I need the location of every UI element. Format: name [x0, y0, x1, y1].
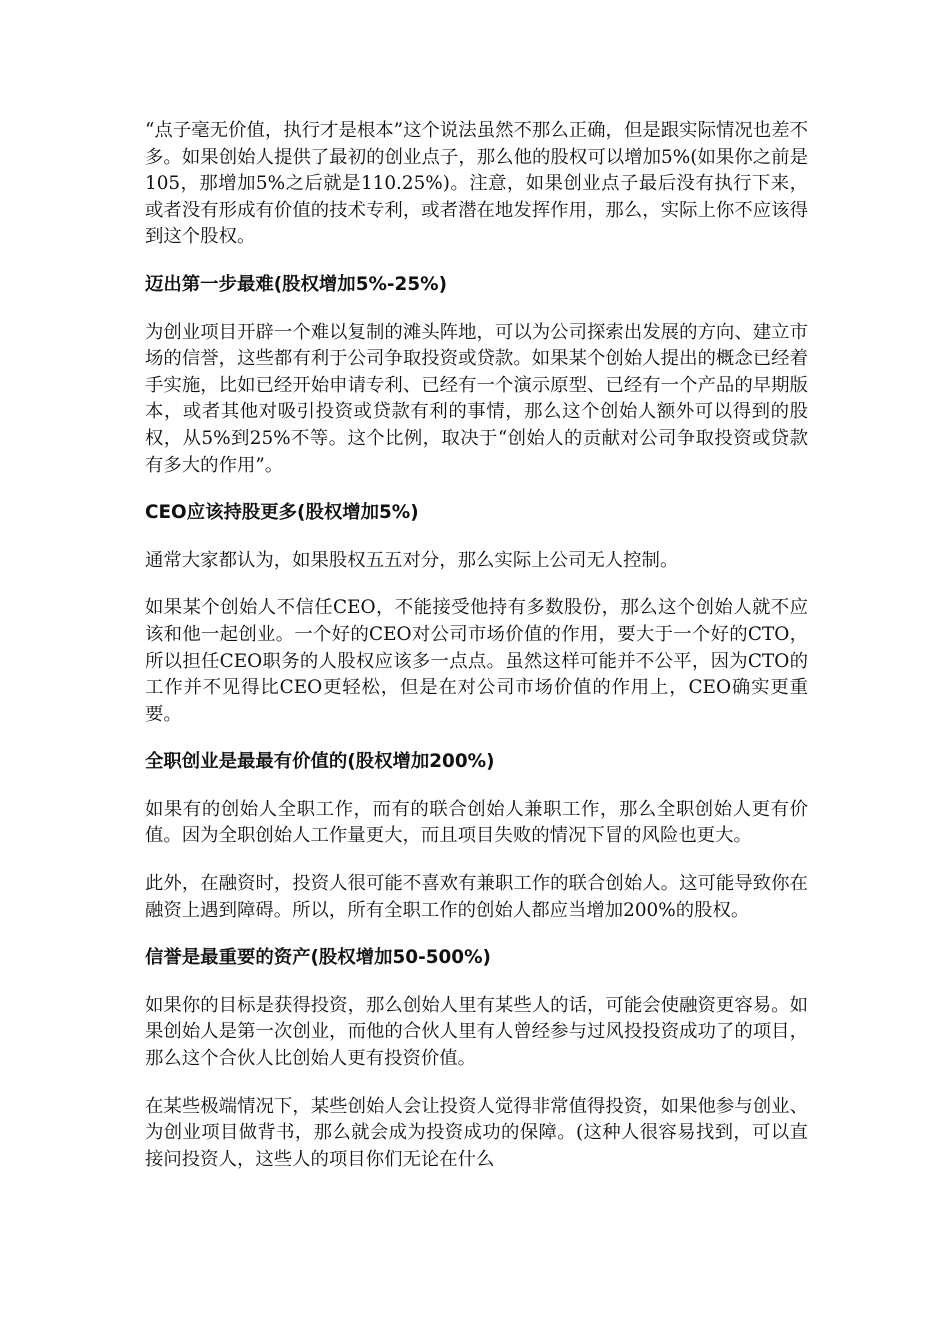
paragraph-idea-value: “点子毫无价值，执行才是根本”这个说法虽然不那么正确，但是跟实际情况也差不多。如果创始人提供了最初的创业点子，那么他的股权可以增加5%(如果你之前是 105，那增加5%之后就是110.25%)。注意，如果创业点子最后没有执行下来，或者没有形成有价值的技术专利，或者潜在地发挥作用，那么，实际上你不应该得到这个股权。	[145, 120, 808, 248]
paragraph-ceo-trust: 如果某个创始人不信任CEO，不能接受他持有多数股份，那么这个创始人就不应该和他一起创业。一个好的CEO对公司市场价值的作用，要大于一个好的CTO，所以担任CEO职务的人股权应该多一点点。虽然这样可能并不公平，因为CTO的工作并不见得比CEO更轻松，但是在对公司市场价值的作用上，CEO确实更重要。	[145, 597, 808, 725]
paragraph-financing: 此外，在融资时，投资人很可能不喜欢有兼职工作的联合创始人。这可能导致你在融资上遇到障碍。所以，所有全职工作的创始人都应当增加200%的股权。	[145, 873, 808, 921]
paragraph-full-time: 如果有的创始人全职工作，而有的联合创始人兼职工作，那么全职创始人更有价值。因为全职创始人工作量更大，而且项目失败的情况下冒的风险也更大。	[145, 798, 808, 847]
heading-first-step: 迈出第一步最难(股权增加5%-25%)	[145, 273, 447, 295]
heading-ceo-share: CEO应该持股更多(股权增加5%)	[145, 502, 419, 524]
paragraph-reputation: 如果你的目标是获得投资，那么创始人里有某些人的话，可能会使融资更容易。如果创始人是第一次创业，而他的合伙人里有人曾经参与过风投投资成功了的项目，那么这个合伙人比创始人更有投资价值。	[145, 994, 808, 1070]
heading-full-time: 全职创业是最最有价值的(股权增加200%)	[145, 751, 495, 773]
paragraph-first-step: 为创业项目开辟一个难以复制的滩头阵地，可以为公司探索出发展的方向、建立市场的信誉，这些都有利于公司争取投资或贷款。如果某个创始人提出的概念已经着手实施，比如已经开始申请专利、已经有一个演示原型、已经有一个产品的早期版本，或者其他对吸引投资或贷款有利的事情，那么这个创始人额外可以得到的股权，从5%到25%不等。这个比例，取决于“创始人的贡献对公司争取投资或贷款有多大的作用”。	[145, 321, 808, 476]
paragraph-equal-split: 通常大家都认为，如果股权五五对分，那么实际上公司无人控制。	[145, 549, 679, 571]
paragraph-extreme-cases: 在某些极端情况下，某些创始人会让投资人觉得非常值得投资，如果他参与创业、为创业项目做背书，那么就会成为投资成功的保障。(这种人很容易找到，可以直接问投资人，这些人的项目你们无论在什么	[145, 1095, 808, 1170]
document-body	[145, 118, 808, 1194]
heading-reputation: 信誉是最重要的资产(股权增加50-500%)	[145, 947, 491, 969]
